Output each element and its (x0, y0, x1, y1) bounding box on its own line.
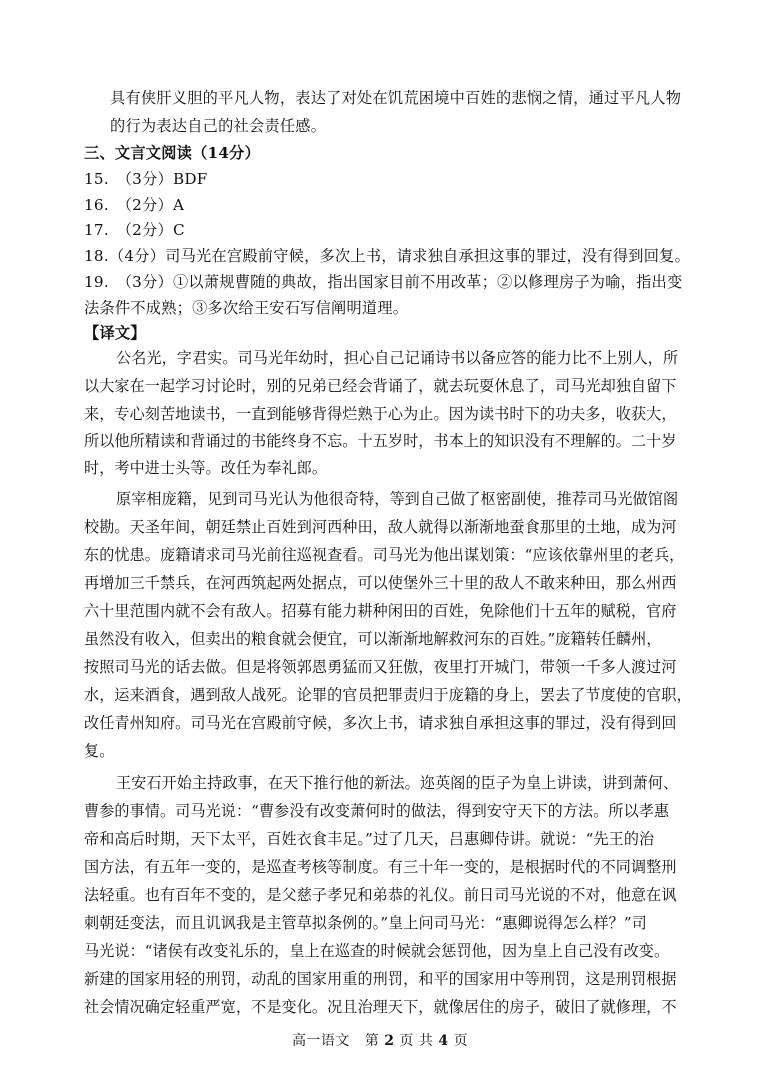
translation-line: 东的忧患。庞籍请求司马光前往巡视查看。司马光为他出谋划策：“应该依靠州里的老兵， (84, 546, 685, 564)
translation-line: 六十里范围内就不会有敌人。招募有能力耕种闲田的百姓，免除他们十五年的赋税，官府 (84, 602, 677, 620)
translation-line: 水，运来酒食，遇到敌人战死。论罪的官员把罪责归于庞籍的身上，罢去了节度使的官职， (84, 686, 692, 704)
page-number: 2 (384, 1033, 395, 1049)
answer-19-line-1: 19. （3分）①以萧规曹随的典故，指出国家目前不用改革；②以修理房子为喻，指出变 (84, 273, 683, 291)
answer-15: 15. （3分）BDF (84, 170, 208, 188)
translation-line: 虽然没有收入，但卖出的粮食就会便宜，可以渐渐地解救河东的百姓。”庞籍转任麟州， (84, 630, 662, 648)
page-footer (0, 1032, 760, 1050)
translation-line: 原宰相庞籍，见到司马光认为他很奇特，等到自己做了枢密副使，推荐司马光做馆阁 (116, 490, 679, 508)
translation-line: 按照司马光的话去做。但是将领郭恩勇猛而又狂傲，夜里打开城门，带领一千多人渡过河 (84, 658, 677, 676)
section-heading: 三、文言文阅读（14分） (84, 144, 261, 162)
translation-line: 以大家在一起学习讨论时，别的兄弟已经会背诵了，就去玩耍休息了，司马光却独自留下 (84, 377, 677, 395)
footer-ye: 页 (399, 1033, 414, 1049)
answer-text-line: 具有侠肝义胆的平凡人物，表达了对处在饥荒困境中百姓的悲悯之情，通过平凡人物 (110, 89, 682, 107)
translation-line: 复。 (84, 742, 115, 760)
translation-line: 法轻重。也有百年不变的，是父慈子孝兄和弟恭的礼仪。前日司马光说的不对，他意在讽 (84, 886, 677, 904)
translation-line: 帝和高后时期，天下太平，百姓衣食丰足。”过了几天，吕惠卿侍讲。就说：“先王的治 (84, 830, 655, 848)
answer-text-line: 的行为表达自己的社会责任感。 (110, 117, 327, 135)
page-total: 4 (438, 1033, 449, 1049)
answer-19-line-2: 法条件不成熟；③多次给王安石写信阐明道理。 (84, 299, 409, 317)
translation-heading: 【译文】 (84, 324, 146, 342)
translation-line: 公名光，字君实。司马光年幼时，担心自己记诵诗书以备应答的能力比不上别人，所 (116, 349, 679, 367)
translation-line: 所以他所精读和背诵过的书能终身不忘。十五岁时，书本上的知识没有不理解的。二十岁 (84, 432, 677, 450)
translation-line: 王安石开始主持政事，在天下推行他的新法。迩英阁的臣子为皇上讲读，讲到萧何、 (116, 774, 679, 792)
answer-16: 16. （2分）A (84, 196, 185, 214)
answer-18: 18.（4分）司马光在宫殿前守候，多次上书，请求独自承担这事的罪过，没有得到回复。 (84, 247, 691, 265)
footer-ye-2: 页 (453, 1033, 469, 1049)
translation-line: 时，考中进士头等。改任为奉礼郎。 (84, 459, 328, 477)
translation-line: 新建的国家用轻的刑罚，动乱的国家用重的刑罚，和平的国家用中等刑罚，这是刑罚根据 (84, 970, 677, 988)
translation-line: 马光说：“诸侯有改变礼乐的，皇上在巡查的时候就会惩罚他，因为皇上自己没有改变。 (84, 942, 670, 960)
translation-line: 校勘。天圣年间，朝廷禁止百姓到河西种田，敌人就得以渐渐地蚕食那里的土地，成为河 (84, 518, 677, 536)
footer-gong: 共 (418, 1033, 434, 1049)
translation-line: 来，专心刻苦地读书，一直到能够背得烂熟于心为止。因为读书时下的功夫多，收获大， (84, 405, 677, 423)
translation-line: 刺朝廷变法，而且讥讽我是主管草拟条例的。”皇上问司马光：“惠卿说得怎么样？”司 (84, 914, 647, 932)
footer-subject: 高一语文 (291, 1033, 350, 1049)
translation-line: 社会情况确定轻重严宽，不是变化。况且治理天下，就像居住的房子，破旧了就修理，不 (84, 998, 677, 1016)
translation-line: 曹参的事情。司马光说：“曹参没有改变萧何时的做法，得到安守天下的方法。所以孝惠 (84, 802, 670, 820)
footer-di: 第 (364, 1033, 380, 1049)
translation-line: 国方法，有五年一变的，是巡查考核等制度。有三十年一变的，是根据时代的不同调整刑 (84, 858, 677, 876)
translation-line: 改任青州知府。司马光在宫殿前守候，多次上书，请求独自承担这事的罪过，没有得到回 (84, 714, 677, 732)
translation-line: 再增加三千禁兵，在河西筑起两处据点，可以使堡外三十里的敌人不敢来种田，那么州西 (84, 574, 677, 592)
answer-17: 17. （2分）C (84, 221, 185, 239)
